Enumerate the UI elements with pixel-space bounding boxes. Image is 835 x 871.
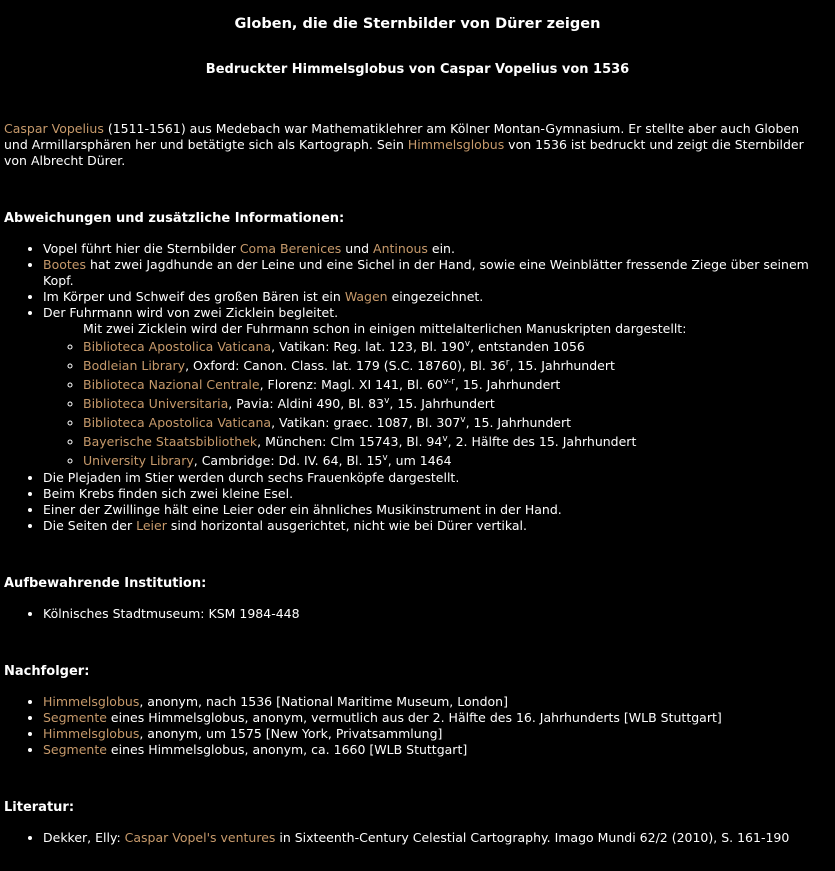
item-text: hat zwei Jagdhunde an der Leine und eine Sichel in der Hand, sowie eine Weinblätter fressende Ziege über seinem Kopf. [43, 257, 809, 288]
link-library[interactable]: Biblioteca Apostolica Vaticana [83, 415, 272, 430]
institution-heading: Aufbewahrende Institution: [4, 576, 207, 591]
manuscript-text: , Oxford: Canon. Class. lat. 179 (S.C. 18760), Bl. 36 [185, 358, 506, 373]
page-title: Globen, die die Sternbilder von Dürer zeigen [234, 16, 601, 32]
manuscript-date: , 2. Hälfte des 15. Jahrhundert [447, 434, 637, 449]
link-library[interactable]: Bayerische Staatsbibliothek [83, 434, 258, 449]
link-coma-berenices[interactable]: Coma Berenices [239, 241, 342, 256]
list-item [43, 289, 823, 305]
item-text: Die Seiten der [43, 518, 137, 533]
folio-side: v [464, 339, 471, 349]
item-text: eines Himmelsglobus, anonym, ca. 1660 [WLB Stuttgart] [106, 742, 468, 757]
link-library[interactable]: Biblioteca Universitaria [83, 396, 229, 411]
list-item [43, 830, 823, 846]
link-library[interactable]: Biblioteca Nazional Centrale [83, 377, 260, 392]
link-successor[interactable]: Segmente [43, 742, 107, 757]
manuscript-text: , Pavia: Aldini 490, Bl. 83 [228, 396, 385, 411]
intro-text-2: von 1536 ist bedruckt und zeigt die Sternbilder von Albrecht Dürer. [4, 137, 804, 168]
manuscript-date: , um 1464 [387, 453, 452, 468]
manuscript-item [83, 413, 823, 432]
manuscript-item [83, 356, 823, 375]
item-text: Vopel führt hier die Sternbilder [43, 241, 240, 256]
item-text: und [341, 241, 374, 256]
literatur-heading: Literatur: [4, 800, 75, 815]
list-item [43, 518, 823, 534]
manuscript-date: , entstanden 1056 [470, 339, 585, 354]
link-bootes[interactable]: Bootes [43, 257, 86, 272]
institution-list [0, 606, 823, 622]
item-text: eingezeichnet. [387, 289, 484, 304]
list-item: • Beim Krebs finden sich zwei kleine Esel. [43, 486, 823, 502]
manuscript-item [83, 337, 823, 356]
item-text: Der Fuhrmann wird von zwei Zicklein begleitet. [43, 305, 339, 320]
manuscript-date: , 15. Jahrhundert [389, 396, 495, 411]
link-antinous[interactable]: Antinous [373, 241, 428, 256]
link-himmelsglobus[interactable]: Himmelsglobus [407, 137, 505, 152]
list-item [43, 241, 823, 257]
folio-side: v-r [442, 377, 455, 387]
manuscript-text: , München: Clm 15743, Bl. 94 [257, 434, 443, 449]
nachfolger-list [0, 694, 823, 758]
list-item [43, 305, 823, 470]
link-successor[interactable]: Himmelsglobus [43, 694, 140, 709]
folio-side: v [384, 396, 390, 406]
item-text: eines Himmelsglobus, anonym, vermutlich aus der 2. Hälfte des 16. Jahrhunderts [WLB Stuttgart] [106, 710, 722, 725]
abweichungen-list [0, 241, 823, 534]
link-literature[interactable]: Caspar Vopel's ventures [124, 830, 276, 845]
manuscript-date: , 15. Jahrhundert [454, 377, 561, 392]
literatur-list [0, 830, 823, 846]
item-text: in Sixteenth-Century Celestial Cartography. Imago Mundi 62/2 (2010), S. 161-190 [275, 830, 790, 845]
list-item [43, 726, 823, 742]
manuscripts-intro: Mit zwei Zicklein wird der Fuhrmann schon in einigen mittelalterlichen Manuskripten dargestellt: [83, 321, 687, 336]
list-item [43, 257, 823, 289]
folio-side: v [460, 415, 466, 425]
manuscript-item [83, 394, 823, 413]
list-item: • Kölnisches Stadtmuseum: KSM 1984-448 [43, 606, 823, 622]
manuscript-text: , Vatikan: graec. 1087, Bl. 307 [271, 415, 461, 430]
link-library[interactable]: University Library [83, 453, 194, 468]
item-text: sind horizontal ausgerichtet, nicht wie bei Dürer vertikal. [166, 518, 527, 533]
page-subtitle: Bedruckter Himmelsglobus von Caspar Vopelius von 1536 [205, 62, 630, 77]
manuscript-date: , 15. Jahrhundert [509, 358, 615, 373]
item-text: Dekker, Elly: [43, 830, 125, 845]
abweichungen-heading: Abweichungen und zusätzliche Informationen: [4, 211, 345, 226]
item-text: , anonym, nach 1536 [National Maritime Museum, London] [139, 694, 508, 709]
manuscript-text: , Cambridge: Dd. IV. 64, Bl. 15 [193, 453, 383, 468]
folio-side: r [505, 358, 510, 368]
intro-paragraph [0, 121, 830, 169]
link-leier[interactable]: Leier [136, 518, 167, 533]
list-item: • Einer der Zwillinge hält eine Leier oder ein ähnliches Musikinstrument in der Hand. [43, 502, 823, 518]
manuscript-item [83, 375, 823, 394]
link-wagen[interactable]: Wagen [344, 289, 388, 304]
link-library[interactable]: Biblioteca Apostolica Vaticana [83, 339, 272, 354]
manuscript-item [83, 432, 823, 451]
manuscript-list [43, 337, 823, 470]
intro-text-1: (1511-1561) aus Medebach war Mathematiklehrer am Kölner Montan-Gymnasium. Er stellte aber auch Globen und Armillarsphären her und betätigte sich als Kartograph. Sein [4, 121, 800, 152]
manuscript-text: , Florenz: Magl. XI 141, Bl. 60 [259, 377, 443, 392]
link-successor[interactable]: Segmente [43, 710, 107, 725]
nachfolger-heading: Nachfolger: [4, 664, 90, 679]
list-item [43, 710, 823, 726]
manuscript-text: , Vatikan: Reg. lat. 123, Bl. 190 [271, 339, 465, 354]
link-successor[interactable]: Himmelsglobus [43, 726, 140, 741]
folio-side: v [442, 434, 448, 444]
list-item [43, 742, 823, 758]
manuscript-item [83, 451, 823, 470]
link-library[interactable]: Bodleian Library [83, 358, 186, 373]
list-item: • Die Plejaden im Stier werden durch sechs Frauenköpfe dargestellt. [43, 470, 823, 486]
item-text: Im Körper und Schweif des großen Bären ist ein [43, 289, 345, 304]
link-caspar-vopelius[interactable]: Caspar Vopelius [4, 121, 104, 136]
folio-side: v [382, 453, 388, 463]
list-item [43, 694, 823, 710]
item-text: ein. [427, 241, 455, 256]
item-text: , anonym, um 1575 [New York, Privatsammlung] [139, 726, 443, 741]
manuscript-date: , 15. Jahrhundert [465, 415, 572, 430]
